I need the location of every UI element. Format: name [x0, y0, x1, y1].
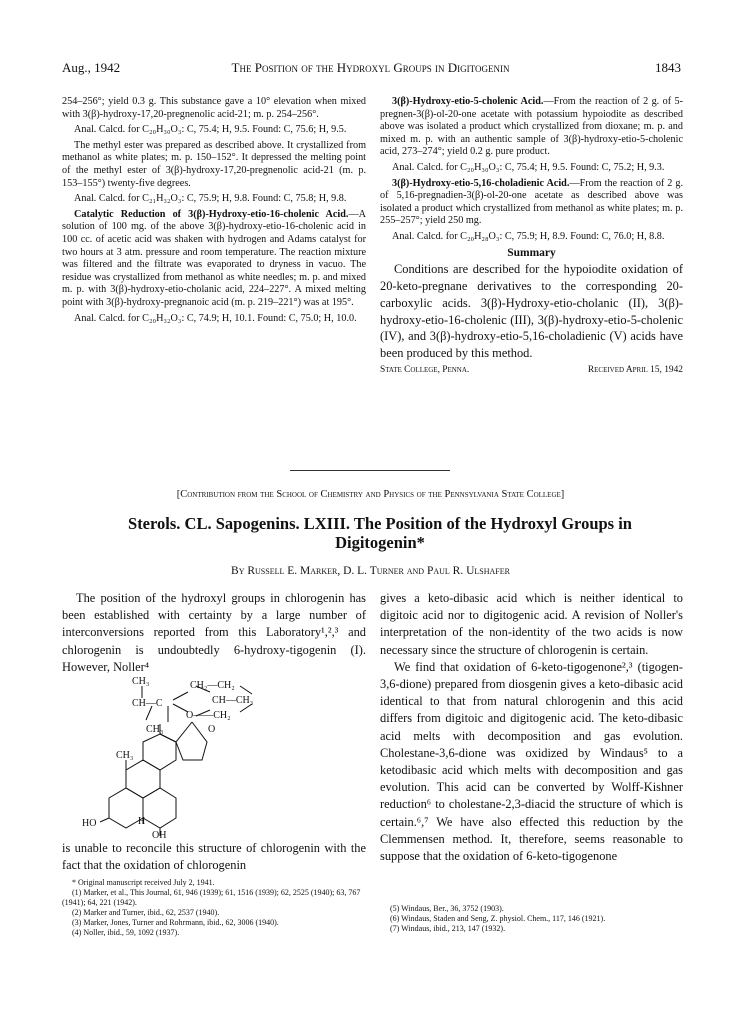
- left-paragraph-methyl-ester: The methyl ester was prepared as described above. It crystallized from methanol as white plates; m. p. 150–152°. It depressed the melting point of the methyl ester of 3(β)-hydroxy-17,20-pregnenolic acid-21 (m. p. 153–155°) twenty-five degrees.: [62, 139, 366, 189]
- structure-label-oh: OH: [152, 830, 167, 840]
- footnote-6: (6) Windaus, Staden and Seng, Z. physiol. Chem., 117, 146 (1921).: [390, 914, 606, 923]
- left-paragraph-catalytic-reduction: [62, 209, 366, 310]
- footnote-4: (4) Noller, ibid., 59, 1092 (1937).: [72, 928, 180, 937]
- structure-label-ch-ch3: CH—CH₃: [212, 695, 254, 706]
- summary-text: Conditions are described for the hypoiodite oxidation of 20-keto-pregnane derivatives to the corresponding 20-carboxylic acids. 3(β)-Hydroxy-etio-cholanic (II), 3(β)-hydroxy-etio-16-cholenic (III), 3(β)-hydroxy-etio-5-cholenic (IV), and 3(β)-hydroxy-etio-5,16-choladienic (V) acids have been produced by this method.: [380, 262, 683, 361]
- location: State College, Penna.: [380, 364, 470, 375]
- header-date: Aug., 1942: [62, 60, 121, 75]
- structure-label-ho: HO: [82, 818, 97, 829]
- intro-text-bottom: is unable to reconcile this structure of chlorogenin with the fact that the oxidation of chlorogenin: [62, 841, 366, 873]
- section-divider: [290, 470, 450, 471]
- left-analysis-2: Anal. Calcd. for C₂₁H₃₂O₃: C, 75.9; H, 9.8. Found: C, 75.8; H, 9.8.: [74, 193, 347, 205]
- header-title: The Position of the Hydroxyl Groups in Digitogenin: [231, 60, 510, 75]
- right-analysis-1: Anal. Calcd. for C₂₀H₃₀O₃: C, 75.4; H, 9.5. Found: C, 75.2; H, 9.3.: [392, 161, 665, 173]
- left-analysis-1: Anal. Calcd. for C₂₀H₃₀O₃: C, 75.4; H, 9.5. Found: C, 75.6; H, 9.5.: [74, 124, 347, 136]
- structure-label-ch-c: CH—C: [132, 698, 163, 709]
- chlorogenin-structure-diagram: [80, 672, 360, 840]
- footnote-1: (1) Marker, et al., This Journal, 61, 946 (1939); 61, 1516 (1939); 62, 2525 (1940); 63, 767 (1941); 64, 221 (1942).: [62, 888, 361, 907]
- article-title-line-2: Digitogenin*: [335, 533, 425, 552]
- article-title-line-1: Sterols. CL. Sapogenins. LXIII. The Position of the Hydroxyl Groups in: [128, 514, 632, 533]
- footnotes-right: [380, 904, 683, 934]
- right-column-experimental: [380, 96, 683, 377]
- right-paragraph-etio-5-cholenic: [380, 96, 683, 159]
- footnote-manuscript: * Original manuscript received July 2, 1941.: [72, 878, 215, 887]
- structure-label-ring-o: O: [208, 724, 216, 735]
- intro-paragraph-bottom: [62, 840, 366, 874]
- footnote-3: (3) Marker, Jones, Turner and Rohrmann, ibid., 62, 3006 (1940).: [72, 918, 279, 927]
- section-heading-catalytic-reduction: Catalytic Reduction of 3(β)-Hydroxy-etio-16-cholenic Acid.: [74, 208, 349, 220]
- structure-label-ch3-a: CH₃: [146, 724, 164, 735]
- footnote-5: (5) Windaus, Ber., 36, 3752 (1903).: [390, 904, 504, 913]
- catalytic-reduction-body: —A solution of 100 mg. of the above 3(β)-hydroxy-etio-16-cholenic acid in 100 cc. of acetic acid was shaken with hydrogen and Adams catalyst for two hours at 3 atm. pressure and room temperature. The reaction mixture was filtered and the filtrate was evaporated to dryness in vacuo. The residue was crystallized from methanol as white needles; m. p. and mixed m. p. with 3(β)-hydroxy-etio-cholanic acid, 224–227°. A mixed melting point with 3(β)-hydroxy-pregnanoic acid (m. p. 219–221°) was at 195°.: [62, 208, 366, 308]
- contribution-line: [Contribution from the School of Chemistry and Physics of the Pennsylvania State College]: [176, 489, 565, 500]
- structure-label-ch3-b: CH₃: [116, 750, 134, 761]
- body-right-column: [380, 590, 683, 865]
- left-analysis-3: Anal. Calcd. for C₂₀H₃₂O₃: C, 74.9; H, 10.1. Found: C, 75.0; H, 10.0.: [74, 312, 357, 324]
- intro-text-top: The position of the hydroxyl groups in chlorogenin has been established with certainty by a large number of interconversions reported from this Laboratory¹,²,³ and chlorogenin is undoubtedly 6-hydroxy-tigogenin (I). However, Noller⁴: [62, 591, 366, 674]
- footnote-2: (2) Marker and Turner, ibid., 62, 2537 (1940).: [72, 908, 220, 917]
- structure-label-ch3-top: CH₃: [132, 676, 150, 687]
- section-heading-etio-5-cholenic: 3(β)-Hydroxy-etio-5-cholenic Acid.: [392, 96, 544, 107]
- intro-paragraph-top: [62, 590, 366, 676]
- left-paragraph-1: 254–256°; yield 0.3 g. This substance gave a 10° elevation when mixed with 3(β)-hydroxy-17,20-pregnenolic acid-21; m. p. 254–256°.: [62, 96, 366, 120]
- structure-label-h: H: [138, 816, 146, 827]
- body-right-paragraph-1: gives a keto-dibasic acid which is neither identical to digitoic acid nor to digitogenic acid. A revision of Noller's interpretation of the non-identity of the two acids is now necessary since the structure of chlorogenin is certain.: [380, 591, 683, 657]
- right-paragraph-choladienic: [380, 178, 683, 228]
- footnote-7: (7) Windaus, ibid., 213, 147 (1932).: [390, 924, 506, 933]
- left-column-experimental: [62, 96, 366, 328]
- authors: By Russell E. Marker, D. L. Turner and Paul R. Ulshafer: [231, 565, 510, 577]
- signature-line: [380, 364, 683, 377]
- summary-heading: Summary: [507, 246, 556, 259]
- structure-label-och2: O——CH₂: [186, 710, 231, 721]
- etio-5-cholenic-body: —From the reaction of 2 g. of 5-pregnen-3(β)-ol-20-one acetate with potassium hypoiodite as described above was isolated a product which crystallized from dioxane; m. p. and mixed m. p. with an authentic sample of 3(β)-hydroxy-etio-5-cholenic acid, 273–274°; yield 0.2 g. pure product.: [380, 96, 683, 158]
- body-right-paragraph-2: We find that oxidation of 6-keto-tigogenone²,³ (tigogen-3,6-dione) prepared from diosgenin gives a keto-dibasic acid identical to that from natural chlorogenin and this acid differs from digitoic and digitogenic acid. The keto-dibasic acid melts with decomposition and gas evolution. Cholestane-3,6-dione was oxidized by Windaus⁵ to a ketodibasic acid which melts with decomposition and gas evolution. This acid can be converted by Wolff-Kishner reduction⁶ to cholestane-2,3-diacid the structure of which is certain.⁶,⁷ We have also effected this reduction by the Clemmensen method. It, therefore, seems reasonable to suppose that the oxidation of 6-keto-tigogenone: [380, 659, 683, 864]
- header-page-number: 1843: [655, 60, 681, 75]
- right-analysis-2: Anal. Calcd. for C₂₀H₂₈O₃: C, 75.9; H, 8.9. Found: C, 76.0; H, 8.8.: [392, 230, 665, 242]
- section-heading-choladienic: 3(β)-Hydroxy-etio-5,16-choladienic Acid.: [392, 177, 570, 189]
- received-date: Received April 15, 1942: [587, 364, 683, 375]
- choladienic-body: —From the reaction of 2 g. of 5,16-pregnadien-3(β)-ol-20-one acetate as described above was isolated a product which crystallized from methanol as white plates; m. p. 255–257°; yield 250 mg.: [380, 177, 683, 227]
- structure-label-ch2ch2: CH₂—CH₂: [190, 680, 235, 691]
- footnotes-left: [62, 878, 366, 938]
